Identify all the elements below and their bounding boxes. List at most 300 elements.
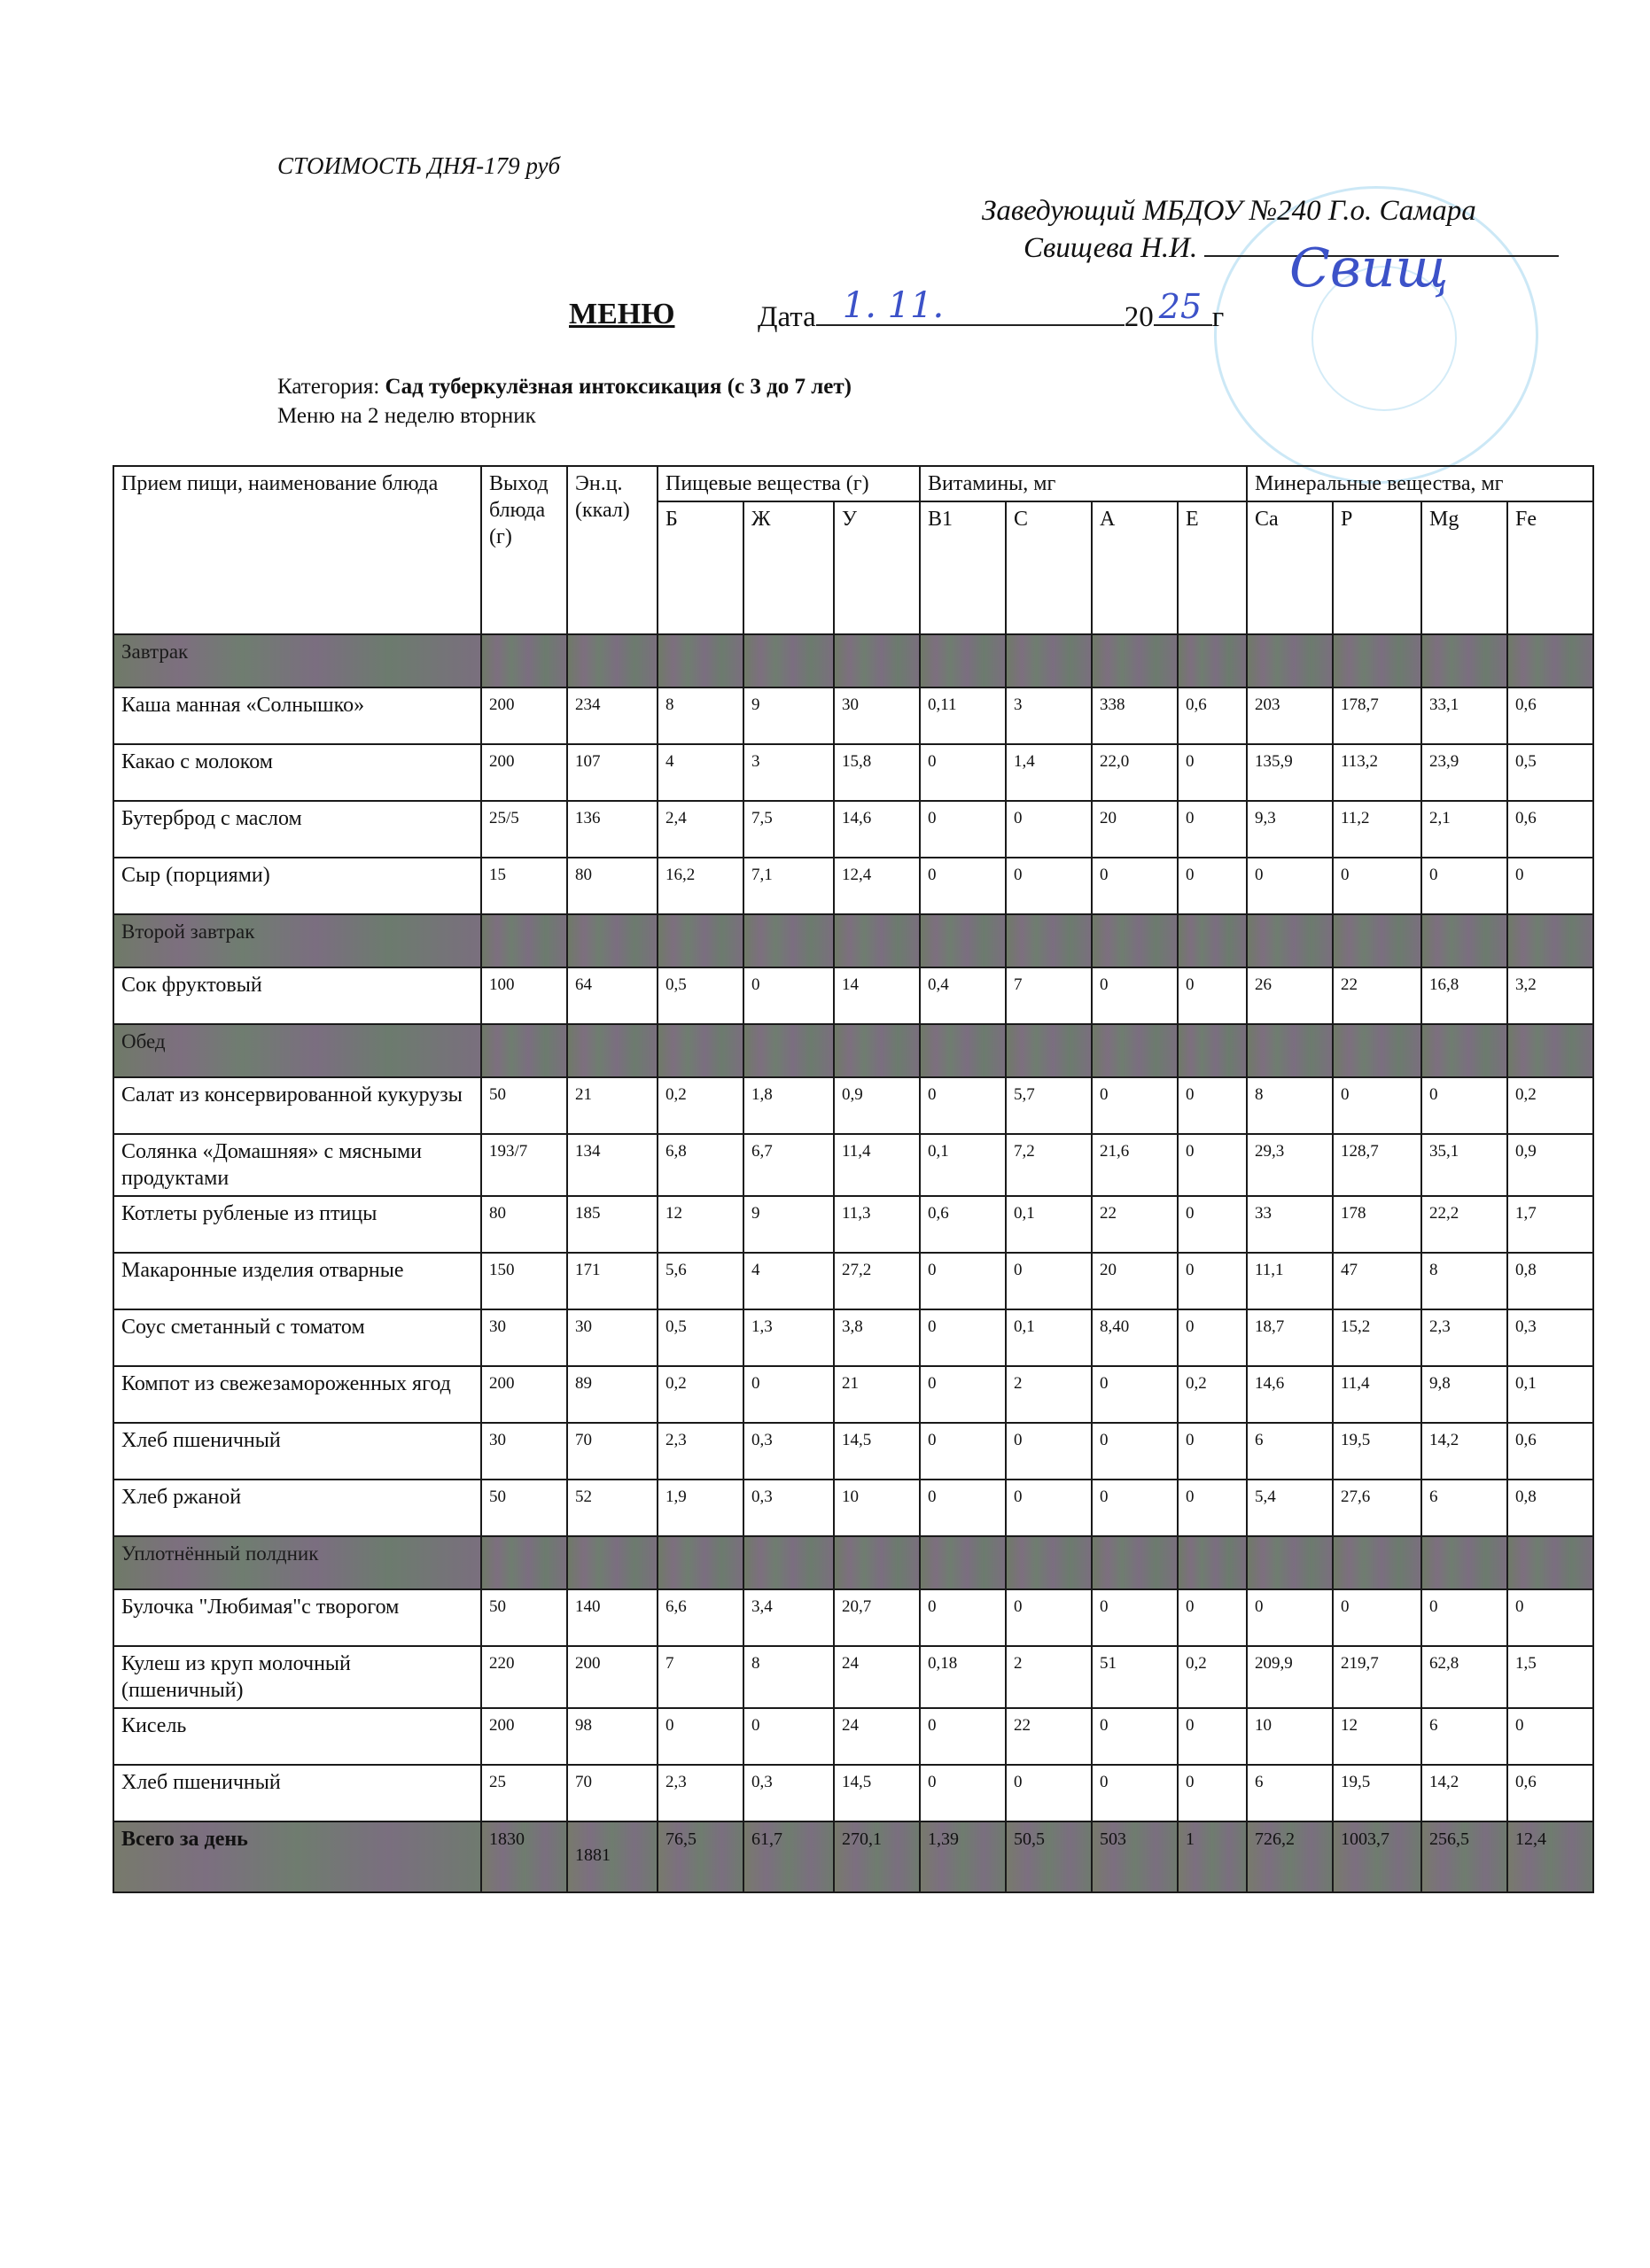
section-cell (920, 634, 1006, 687)
value-cell: 0,3 (743, 1480, 834, 1536)
value-cell: 0 (1178, 1077, 1247, 1134)
section-cell (1247, 1536, 1333, 1589)
value-cell: 0 (1178, 1134, 1247, 1196)
value-cell: 50 (481, 1589, 567, 1646)
total-value: 1 (1178, 1821, 1247, 1892)
table-row (113, 1309, 1593, 1366)
value-cell: 0 (1178, 801, 1247, 858)
value-cell: 0,1 (1006, 1196, 1092, 1253)
value-cell: 11,1 (1247, 1253, 1333, 1309)
value-cell: 1,5 (1507, 1646, 1593, 1708)
value-cell: 2 (1006, 1366, 1092, 1423)
section-cell (1421, 1536, 1507, 1589)
value-cell: 193/7 (481, 1134, 567, 1196)
value-cell: 9,8 (1421, 1366, 1507, 1423)
value-cell: 22 (1092, 1196, 1178, 1253)
section-cell (658, 1024, 743, 1077)
value-cell: 0 (1178, 1423, 1247, 1480)
value-cell: 9 (743, 1196, 834, 1253)
value-cell: 185 (567, 1196, 658, 1253)
value-cell: 27,6 (1333, 1480, 1421, 1536)
value-cell: 200 (567, 1646, 658, 1708)
value-cell: 20,7 (834, 1589, 920, 1646)
dish-name: Макаронные изделия отварные (113, 1253, 481, 1309)
table-row (113, 1765, 1593, 1821)
value-cell: 107 (567, 744, 658, 801)
value-cell: 0 (1421, 1589, 1507, 1646)
value-cell: 0 (1333, 858, 1421, 914)
value-cell: 8,40 (1092, 1309, 1178, 1366)
section-cell (1178, 634, 1247, 687)
total-value: 726,2 (1247, 1821, 1333, 1892)
section-cell (567, 634, 658, 687)
total-value: 1881 (567, 1821, 658, 1892)
section-cell (658, 914, 743, 967)
value-cell: 0 (920, 1589, 1006, 1646)
value-cell: 11,4 (1333, 1366, 1421, 1423)
value-cell: 0 (658, 1708, 743, 1765)
value-cell: 1,9 (658, 1480, 743, 1536)
value-cell: 0 (920, 1253, 1006, 1309)
value-cell: 50 (481, 1480, 567, 1536)
header-sub-9: Mg (1421, 501, 1507, 634)
value-cell: 0 (1178, 744, 1247, 801)
section-cell (743, 914, 834, 967)
section-cell (1333, 1536, 1421, 1589)
value-cell: 2 (1006, 1646, 1092, 1708)
value-cell: 0 (1178, 1309, 1247, 1366)
value-cell: 18,7 (1247, 1309, 1333, 1366)
value-cell: 14,2 (1421, 1423, 1507, 1480)
dish-name: Котлеты рубленые из птицы (113, 1196, 481, 1253)
value-cell: 20 (1092, 1253, 1178, 1309)
section-cell (1333, 1024, 1421, 1077)
section-cell (1006, 914, 1092, 967)
value-cell: 0,6 (1178, 687, 1247, 744)
table-row (113, 687, 1593, 744)
header-sub-5: A (1092, 501, 1178, 634)
table-row (113, 1589, 1593, 1646)
section-cell (1092, 914, 1178, 967)
header-sub-0: Б (658, 501, 743, 634)
total-value: 12,4 (1507, 1821, 1593, 1892)
total-value: 1003,7 (1333, 1821, 1421, 1892)
table-row (113, 858, 1593, 914)
value-cell: 0,8 (1507, 1253, 1593, 1309)
table-row (113, 1423, 1593, 1480)
section-cell (1006, 634, 1092, 687)
section-cell (1421, 634, 1507, 687)
header-vitamins: Витамины, мг (920, 466, 1247, 501)
table-row (113, 1196, 1593, 1253)
dish-name: Соус сметанный с томатом (113, 1309, 481, 1366)
section-cell (1092, 634, 1178, 687)
value-cell: 89 (567, 1366, 658, 1423)
value-cell: 70 (567, 1765, 658, 1821)
value-cell: 22,0 (1092, 744, 1178, 801)
section-title: Обед (113, 1024, 481, 1077)
value-cell: 0,5 (658, 1309, 743, 1366)
value-cell: 8 (658, 687, 743, 744)
section-cell (743, 634, 834, 687)
value-cell: 0 (1092, 1366, 1178, 1423)
value-cell: 12 (1333, 1708, 1421, 1765)
total-label: Всего за день (113, 1821, 481, 1892)
value-cell: 14 (834, 967, 920, 1024)
header-nutrients: Пищевые вещества (г) (658, 466, 920, 501)
value-cell: 3,2 (1507, 967, 1593, 1024)
section-row (113, 1024, 1593, 1077)
value-cell: 0 (1178, 1480, 1247, 1536)
section-cell (567, 1024, 658, 1077)
value-cell: 21,6 (1092, 1134, 1178, 1196)
section-cell (834, 914, 920, 967)
dish-name: Сыр (порциями) (113, 858, 481, 914)
value-cell: 0 (1092, 1480, 1178, 1536)
section-cell (481, 1536, 567, 1589)
approver-name: Свищева Н.И. (1023, 232, 1198, 264)
value-cell: 0,18 (920, 1646, 1006, 1708)
value-cell: 0 (1092, 1423, 1178, 1480)
section-cell (1333, 914, 1421, 967)
value-cell: 234 (567, 687, 658, 744)
value-cell: 1,8 (743, 1077, 834, 1134)
section-cell (1421, 1024, 1507, 1077)
value-cell: 0 (1333, 1589, 1421, 1646)
value-cell: 0 (1006, 1589, 1092, 1646)
value-cell: 7,2 (1006, 1134, 1092, 1196)
value-cell: 0 (1507, 1589, 1593, 1646)
value-cell: 171 (567, 1253, 658, 1309)
value-cell: 0 (1006, 1765, 1092, 1821)
value-cell: 7 (658, 1646, 743, 1708)
section-cell (1178, 914, 1247, 967)
section-cell (481, 634, 567, 687)
value-cell: 0 (1006, 1253, 1092, 1309)
value-cell: 0 (1421, 858, 1507, 914)
value-cell: 2,3 (658, 1765, 743, 1821)
value-cell: 1,4 (1006, 744, 1092, 801)
value-cell: 47 (1333, 1253, 1421, 1309)
section-cell (834, 634, 920, 687)
value-cell: 0 (743, 967, 834, 1024)
value-cell: 0,6 (1507, 1423, 1593, 1480)
value-cell: 14,2 (1421, 1765, 1507, 1821)
value-cell: 6,6 (658, 1589, 743, 1646)
value-cell: 8 (1247, 1077, 1333, 1134)
value-cell: 4 (743, 1253, 834, 1309)
category-label: Категория: (277, 375, 380, 399)
value-cell: 16,8 (1421, 967, 1507, 1024)
section-cell (1092, 1536, 1178, 1589)
value-cell: 0 (920, 1765, 1006, 1821)
value-cell: 0 (1092, 858, 1178, 914)
section-cell (1178, 1536, 1247, 1589)
value-cell: 11,2 (1333, 801, 1421, 858)
category-block (277, 372, 852, 431)
table-row (113, 1253, 1593, 1309)
value-cell: 14,5 (834, 1423, 920, 1480)
date-label: Дата (758, 301, 816, 333)
menu-table (113, 465, 1594, 1893)
value-cell: 8 (1421, 1253, 1507, 1309)
table-row (113, 1366, 1593, 1423)
value-cell: 20 (1092, 801, 1178, 858)
date-handwritten: 1. 11. (842, 285, 945, 326)
value-cell: 2,3 (658, 1423, 743, 1480)
value-cell: 22 (1006, 1708, 1092, 1765)
value-cell: 6,7 (743, 1134, 834, 1196)
value-cell: 0,11 (920, 687, 1006, 744)
section-cell (1333, 634, 1421, 687)
year-handwritten: 25 (1158, 287, 1202, 326)
value-cell: 0,9 (834, 1077, 920, 1134)
value-cell: 203 (1247, 687, 1333, 744)
value-cell: 98 (567, 1708, 658, 1765)
value-cell: 134 (567, 1134, 658, 1196)
value-cell: 33 (1247, 1196, 1333, 1253)
value-cell: 15,8 (834, 744, 920, 801)
value-cell: 3,8 (834, 1309, 920, 1366)
value-cell: 0,1 (920, 1134, 1006, 1196)
year-prefix: 20 (1124, 301, 1154, 333)
table-row (113, 1708, 1593, 1765)
page-title: МЕНЮ (569, 298, 675, 330)
section-cell (1507, 914, 1593, 967)
value-cell: 0 (1507, 858, 1593, 914)
value-cell: 3,4 (743, 1589, 834, 1646)
section-cell (1507, 1024, 1593, 1077)
value-cell: 9,3 (1247, 801, 1333, 858)
total-value: 50,5 (1006, 1821, 1092, 1892)
section-row (113, 914, 1593, 967)
dish-name: Булочка "Любимая"с творогом (113, 1589, 481, 1646)
header-yield: Выход блюда (г) (481, 466, 567, 634)
value-cell: 0 (920, 858, 1006, 914)
section-cell (920, 914, 1006, 967)
dish-name: Бутерброд с маслом (113, 801, 481, 858)
value-cell: 33,1 (1421, 687, 1507, 744)
value-cell: 30 (481, 1309, 567, 1366)
total-value: 76,5 (658, 1821, 743, 1892)
value-cell: 22,2 (1421, 1196, 1507, 1253)
value-cell: 5,6 (658, 1253, 743, 1309)
day-cost: СТОИМОСТЬ ДНЯ-179 руб (277, 152, 561, 179)
value-cell: 0 (1178, 858, 1247, 914)
value-cell: 338 (1092, 687, 1178, 744)
total-value: 503 (1092, 1821, 1178, 1892)
value-cell: 7 (1006, 967, 1092, 1024)
section-cell (1092, 1024, 1178, 1077)
value-cell: 0 (920, 744, 1006, 801)
value-cell: 0 (1006, 858, 1092, 914)
value-cell: 6 (1247, 1765, 1333, 1821)
dish-name: Кисель (113, 1708, 481, 1765)
table-row (113, 1480, 1593, 1536)
value-cell: 64 (567, 967, 658, 1024)
section-cell (920, 1536, 1006, 1589)
value-cell: 200 (481, 1708, 567, 1765)
section-cell (1006, 1024, 1092, 1077)
value-cell: 0 (1092, 1077, 1178, 1134)
value-cell: 11,3 (834, 1196, 920, 1253)
value-cell: 10 (1247, 1708, 1333, 1765)
header-sub-10: Fe (1507, 501, 1593, 634)
header-row-1 (113, 466, 1593, 501)
value-cell: 12 (658, 1196, 743, 1253)
value-cell: 0 (1092, 1765, 1178, 1821)
value-cell: 0,2 (1507, 1077, 1593, 1134)
dish-name: Салат из консервированной кукурузы (113, 1077, 481, 1134)
value-cell: 0,6 (1507, 1765, 1593, 1821)
section-cell (481, 914, 567, 967)
value-cell: 178 (1333, 1196, 1421, 1253)
value-cell: 0 (1006, 801, 1092, 858)
header-sub-4: C (1006, 501, 1092, 634)
section-cell (834, 1024, 920, 1077)
value-cell: 80 (481, 1196, 567, 1253)
value-cell: 30 (834, 687, 920, 744)
section-cell (1247, 1024, 1333, 1077)
value-cell: 12,4 (834, 858, 920, 914)
dish-name: Какао с молоком (113, 744, 481, 801)
section-cell (743, 1024, 834, 1077)
value-cell: 0 (1247, 858, 1333, 914)
table-row (113, 744, 1593, 801)
value-cell: 209,9 (1247, 1646, 1333, 1708)
value-cell: 0 (743, 1366, 834, 1423)
value-cell: 1,7 (1507, 1196, 1593, 1253)
section-cell (1247, 634, 1333, 687)
value-cell: 0 (1092, 1708, 1178, 1765)
dish-name: Солянка «Домашняя» с мясными продуктами (113, 1134, 481, 1196)
value-cell: 29,3 (1247, 1134, 1333, 1196)
value-cell: 25/5 (481, 801, 567, 858)
section-cell (920, 1024, 1006, 1077)
value-cell: 19,5 (1333, 1765, 1421, 1821)
section-title: Уплотнённый полдник (113, 1536, 481, 1589)
value-cell: 70 (567, 1423, 658, 1480)
year-field (1154, 287, 1212, 326)
section-cell (567, 914, 658, 967)
value-cell: 0 (1006, 1480, 1092, 1536)
value-cell: 6 (1421, 1708, 1507, 1765)
value-cell: 7,5 (743, 801, 834, 858)
section-title: Второй завтрак (113, 914, 481, 967)
total-row (113, 1821, 1593, 1892)
value-cell: 219,7 (1333, 1646, 1421, 1708)
value-cell: 0,2 (658, 1077, 743, 1134)
section-cell (658, 1536, 743, 1589)
value-cell: 2,3 (1421, 1309, 1507, 1366)
total-value: 1,39 (920, 1821, 1006, 1892)
value-cell: 0,6 (1507, 801, 1593, 858)
value-cell: 35,1 (1421, 1134, 1507, 1196)
value-cell: 2,1 (1421, 801, 1507, 858)
value-cell: 26 (1247, 967, 1333, 1024)
value-cell: 0,5 (1507, 744, 1593, 801)
value-cell: 0 (1247, 1589, 1333, 1646)
table-row (113, 1077, 1593, 1134)
value-cell: 14,6 (1247, 1366, 1333, 1423)
value-cell: 0,3 (743, 1423, 834, 1480)
value-cell: 178,7 (1333, 687, 1421, 744)
value-cell: 0,1 (1006, 1309, 1092, 1366)
section-row (113, 634, 1593, 687)
table-row (113, 1646, 1593, 1708)
section-cell (658, 634, 743, 687)
value-cell: 135,9 (1247, 744, 1333, 801)
total-value: 1830 (481, 1821, 567, 1892)
header-sub-6: E (1178, 501, 1247, 634)
value-cell: 21 (834, 1366, 920, 1423)
value-cell: 0,4 (920, 967, 1006, 1024)
value-cell: 0,9 (1507, 1134, 1593, 1196)
dish-name: Хлеб пшеничный (113, 1765, 481, 1821)
value-cell: 52 (567, 1480, 658, 1536)
value-cell: 9 (743, 687, 834, 744)
value-cell: 5,7 (1006, 1077, 1092, 1134)
header-sub-3: B1 (920, 501, 1006, 634)
section-cell (567, 1536, 658, 1589)
value-cell: 0 (920, 1423, 1006, 1480)
value-cell: 30 (481, 1423, 567, 1480)
date-row (758, 285, 1225, 334)
value-cell: 200 (481, 1366, 567, 1423)
signature: Свищ (1289, 237, 1449, 299)
header-energy: Эн.ц. (ккал) (567, 466, 658, 634)
value-cell: 3 (743, 744, 834, 801)
value-cell: 0 (1092, 1589, 1178, 1646)
section-cell (1507, 634, 1593, 687)
dish-name: Каша манная «Солнышко» (113, 687, 481, 744)
approval-block (982, 193, 1559, 266)
value-cell: 0 (1178, 1589, 1247, 1646)
value-cell: 19,5 (1333, 1423, 1421, 1480)
value-cell: 0 (1507, 1708, 1593, 1765)
value-cell: 0,6 (920, 1196, 1006, 1253)
value-cell: 7,1 (743, 858, 834, 914)
value-cell: 0,2 (658, 1366, 743, 1423)
section-title: Завтрак (113, 634, 481, 687)
value-cell: 136 (567, 801, 658, 858)
dish-name: Кулеш из круп молочный (пшеничный) (113, 1646, 481, 1708)
value-cell: 5,4 (1247, 1480, 1333, 1536)
value-cell: 140 (567, 1589, 658, 1646)
value-cell: 27,2 (834, 1253, 920, 1309)
dish-name: Хлеб ржаной (113, 1480, 481, 1536)
value-cell: 0 (920, 1309, 1006, 1366)
value-cell: 1,3 (743, 1309, 834, 1366)
value-cell: 2,4 (658, 801, 743, 858)
category-value: Сад туберкулёзная интоксикация (с 3 до 7 лет) (385, 375, 852, 399)
value-cell: 220 (481, 1646, 567, 1708)
menu-subtitle: Меню на 2 неделю вторник (277, 404, 536, 428)
value-cell: 8 (743, 1646, 834, 1708)
value-cell: 0 (743, 1708, 834, 1765)
value-cell: 0,2 (1178, 1366, 1247, 1423)
value-cell: 14,6 (834, 801, 920, 858)
value-cell: 51 (1092, 1646, 1178, 1708)
value-cell: 23,9 (1421, 744, 1507, 801)
dish-name: Сок фруктовый (113, 967, 481, 1024)
value-cell: 0 (1092, 967, 1178, 1024)
value-cell: 0 (1178, 1765, 1247, 1821)
approver-position: Заведующий МБДОУ №240 Г.о. Самара (982, 195, 1476, 227)
header-sub-2: У (834, 501, 920, 634)
value-cell: 10 (834, 1480, 920, 1536)
value-cell: 0,6 (1507, 687, 1593, 744)
